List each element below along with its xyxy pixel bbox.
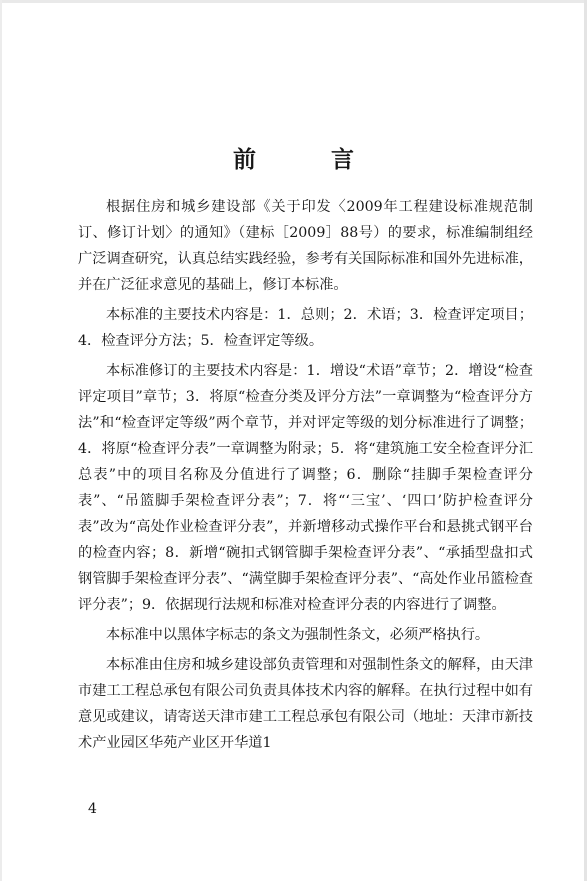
paragraph: 本标准中以黑体字标志的条文为强制性条文，必须严格执行。 — [106, 627, 490, 643]
page-edge — [0, 0, 587, 3]
document-body — [78, 194, 533, 760]
page-number: 4 — [88, 801, 97, 817]
paragraph: 本标准由住房和城乡建设部负责管理和对强制性条文的解释，由天津市建工工程总承包有限公司负责具体技术内容的解释。在执行过程中如有意见或建议，请寄送天津市建工工程总承包有限公司（地址：天津市新技术产业园区华苑产业区开华道1 — [78, 657, 533, 751]
page-title: 前 言 — [233, 147, 380, 174]
paragraph: 本标准修订的主要技术内容是：1．增设“术语”章节；2．增设“检查评定项目”章节；3．将原“检查分类及评分方法”一章调整为“检查评分方法”和“检查评定等级”两个章节，并对评定等级的划分标准进行了调整；4．将原“检查评分表”一章调整为附录；5．将“建筑施工安全检查评分汇总表”中的项目名称及分值进行了调整；6．删除“挂脚手架检查评分表”、“吊篮脚手架检查评分表”；7．将“‘三宝’、‘四口’防护检查评分表”改为“高处作业检查评分表”，并新增移动式操作平台和悬挑式钢平台的检查内容；8．新增“碗扣式钢管脚手架检查评分表”、“承插型盘扣式钢管脚手架检查评分表”、“满堂脚手架检查评分表”、“高处作业吊篮检查评分表”；9．依据现行法规和标准对检查评分表的内容进行了调整。 — [78, 363, 533, 613]
paragraph: 本标准的主要技术内容是：1．总则；2．术语；3．检查评定项目；4．检查评分方法；5．检查评定等级。 — [78, 307, 533, 349]
paragraph: 根据住房和城乡建设部《关于印发〈2009年工程建设标准规范制订、修订计划〉的通知》（建标［2009］88号）的要求，标准编制组经广泛调查研究，认真总结实践经验，参考有关国际标准和国外先进标准，并在广泛征求意见的基础上，修订本标准。 — [78, 199, 533, 293]
page-edge — [0, 0, 2, 881]
